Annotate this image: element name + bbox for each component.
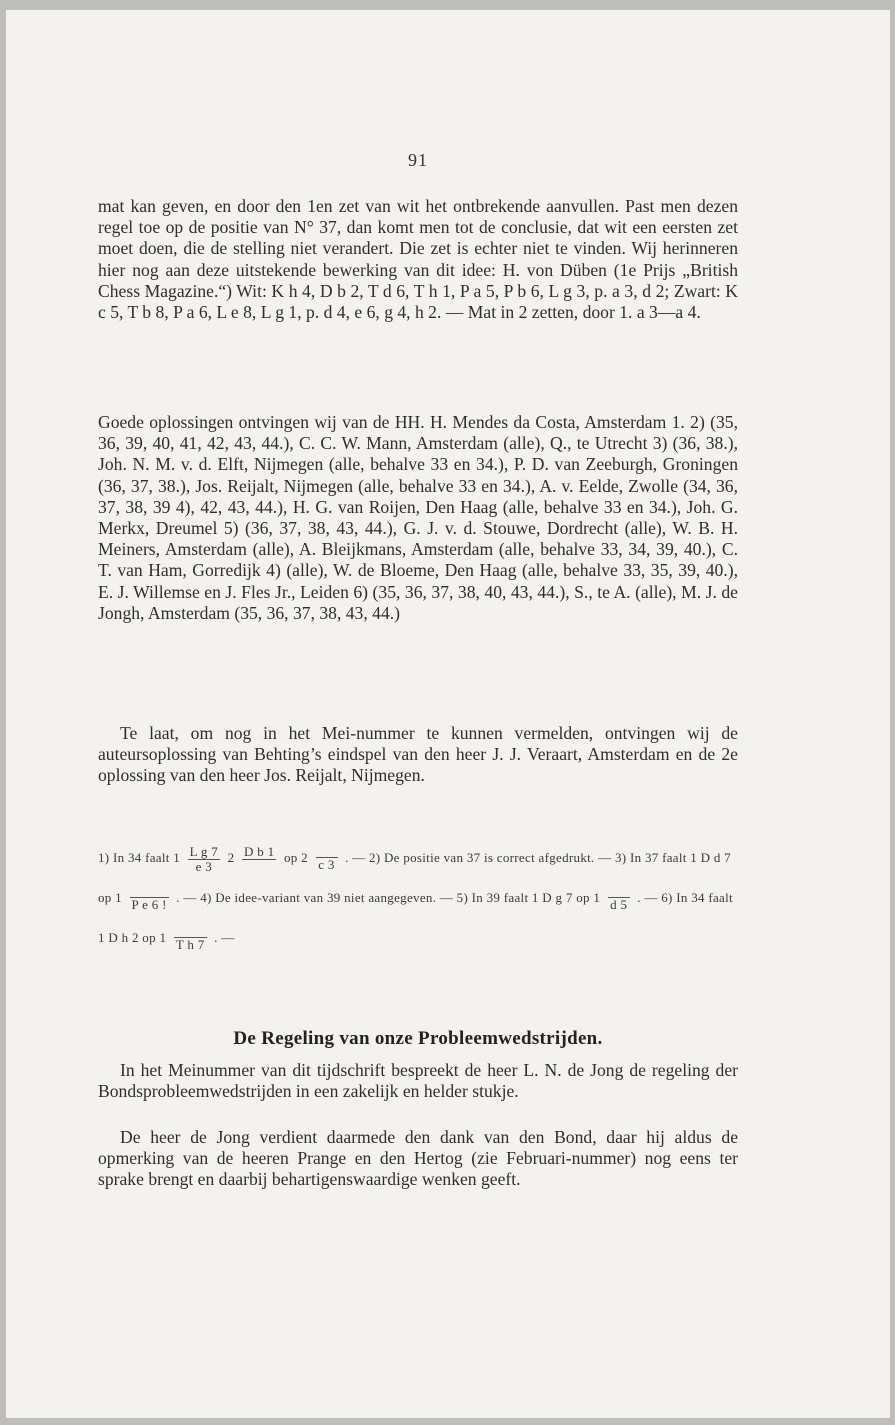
- chess-fraction: [242, 845, 276, 874]
- fraction-numerator: [174, 927, 207, 938]
- paragraph-section-body: De heer de Jong verdient daarmede den dank van den Bond, daar hij aldus de opmerking van de heeren Prange en den Hertog (zie Februari-nummer) nog eens ter sprake brengt en daarbij behartigenswaardige wenken geeft.: [98, 1127, 738, 1190]
- chess-fraction: [188, 845, 220, 874]
- footnotes: [98, 838, 738, 958]
- fraction-denominator: T h 7: [175, 936, 205, 952]
- fraction-numerator: [130, 887, 169, 898]
- footnote-text: . — 4) De idee-variant van 39 niet aangegeven. — 5) In 39 faalt 1 D g 7 op 1: [176, 890, 601, 905]
- footnote-text: . — 2) De positie van 37 is correct afgedrukt. — 3) In 37 faalt 1 D d 7 op 1: [98, 850, 731, 905]
- fraction-denominator: P e 6 !: [131, 896, 167, 912]
- footnote-text: 1) In 34 faalt 1: [98, 850, 181, 865]
- fraction-denominator: d 5: [610, 896, 628, 912]
- footnote-text: 2: [227, 850, 235, 865]
- footnote-text: op 2: [283, 850, 308, 865]
- chess-fraction: [316, 847, 338, 872]
- footnote-text: . —: [214, 930, 235, 945]
- fraction-denominator: e 3: [195, 858, 213, 874]
- fraction-denominator: c 3: [318, 856, 335, 872]
- paragraph-chess-idea: mat kan geven, en door den 1en zet van wit het ontbrekende aanvullen. Past men dezen regel toe op de positie van N° 37, dan komt men tot de conclusie, dat wit een eersten zet moet doen, die de stelling niet verandert. Die zet is echter niet te vinden. Wij herinneren hier nog aan deze uitstekende bewerking van dit idee: H. von Düben (1e Prijs „British Chess Magazine.“) Wit: K h 4, D b 2, T d 6, T h 1, P a 5, P b 6, L g 3, p. a 3, d 2; Zwart: K c 5, T b 8, P a 6, L e 8, L g 1, p. d 4, e 6, g 4, h 2. — Mat in 2 zetten, door 1. a 3—a 4.: [98, 196, 738, 323]
- paragraph-section-intro: In het Meinummer van dit tijdschrift bespreekt de heer L. N. de Jong de regeling der Bondsprobleemwedstrijden in een zakelijk en helder stukje.: [98, 1060, 738, 1102]
- paragraph-solvers-list: Goede oplossingen ontvingen wij van de HH. H. Mendes da Costa, Amsterdam 1. 2) (35, 36, 39, 40, 41, 42, 43, 44.), C. C. W. Mann, Amsterdam (alle), Q., te Utrecht 3) (36, 38.), Joh. N. M. v. d. Elft, Nijmegen (alle, behalve 33 en 34.), P. D. van Zeeburgh, Groningen (36, 37, 38.), Jos. Reijalt, Nijmegen (alle, behalve 33 en 34.), A. v. Eelde, Zwolle (34, 36, 37, 38, 39 4), 42, 43, 44.), H. G. van Roijen, Den Haag (alle, behalve 33 en 34.), Joh. G. Merkx, Dreumel 5) (36, 37, 38, 43, 44.), G. J. v. d. Stouwe, Dordrecht (alle), W. B. H. Meiners, Amsterdam (alle), A. Bleijkmans, Amsterdam (alle, behalve 33, 34, 39, 40.), C. T. van Ham, Gorredijk 4) (alle), W. de Bloeme, Den Haag (alle, behalve 33, 35, 39, 40.), E. J. Willemse en J. Fles Jr., Leiden 6) (35, 36, 37, 38, 40, 43, 44.), S., te A. (alle), M. J. de Jongh, Amsterdam (35, 36, 37, 38, 43, 44.): [98, 412, 738, 623]
- paragraph-late-solutions: Te laat, om nog in het Mei-nummer te kunnen vermelden, ontvingen wij de auteursoplossing van Behting’s eindspel van den heer J. J. Veraart, Amsterdam en de 2e oplossing van den heer Jos. Reijalt, Nijmegen.: [98, 723, 738, 786]
- fraction-numerator: [316, 847, 338, 858]
- fraction-numerator: L g 7: [189, 843, 219, 859]
- chess-fraction: [608, 887, 630, 912]
- section-heading: De Regeling van onze Probleemwedstrijden.: [233, 1028, 603, 1049]
- page-number: 91: [408, 150, 428, 170]
- page-sheet: [6, 10, 890, 1418]
- chess-fraction: [130, 887, 169, 912]
- fraction-numerator: D b 1: [244, 843, 275, 859]
- fraction-denominator: [242, 860, 276, 874]
- chess-fraction: [174, 927, 207, 952]
- fraction-numerator: [608, 887, 630, 898]
- footnote-text: . — 6) In 34 faalt 1 D h 2 op 1: [98, 890, 733, 945]
